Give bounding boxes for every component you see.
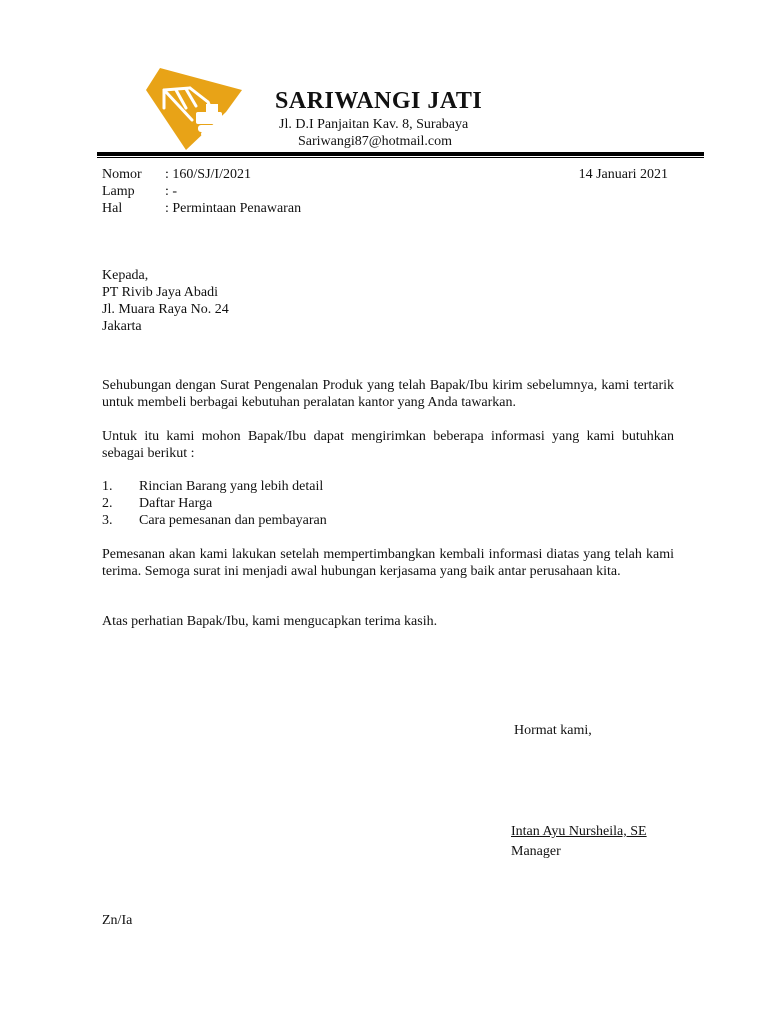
company-address: Jl. D.I Panjaitan Kav. 8, Surabaya [279, 117, 469, 132]
meta-row-hal [102, 200, 668, 217]
lamp-value: : - [165, 184, 178, 199]
list-item [102, 478, 602, 495]
company-email[interactable]: Sariwangi87@hotmail.com [298, 134, 453, 149]
body-paragraph-3: Pemesanan akan kami lakukan setelah mempertimbangkan kembali informasi diatas yang telah kami terima. Semoga surat ini menjadi awal hubungan kerjasama yang baik antar perusahaan kita. [102, 547, 674, 579]
typist-initials: Zn/Ia [102, 913, 133, 928]
letterhead-divider-thick [97, 152, 704, 156]
letter-meta [102, 166, 668, 217]
signer-title: Manager [511, 844, 561, 859]
signer-name: Intan Ayu Nursheila, SE [511, 824, 647, 839]
list-item [102, 495, 602, 512]
request-list [102, 478, 602, 529]
recipient-street: Jl. Muara Raya No. 24 [102, 302, 229, 317]
company-name: SARIWANGI JATI [275, 88, 483, 114]
hal-value: : Permintaan Penawaran [165, 201, 302, 216]
recipient-name: PT Rivib Jaya Abadi [102, 285, 219, 300]
list-item-text: Cara pemesanan dan pembayaran [139, 513, 327, 528]
list-item [102, 512, 602, 529]
recipient-greeting: Kepada, [102, 268, 149, 283]
nomor-label: Nomor [102, 167, 142, 182]
list-item-number: 1. [102, 479, 113, 494]
recipient-block [102, 267, 229, 335]
meta-row-nomor [102, 166, 668, 183]
list-item-number: 2. [102, 496, 113, 511]
list-item-number: 3. [102, 513, 113, 528]
hal-label: Hal [102, 201, 123, 216]
body-paragraph-4: Atas perhatian Bapak/Ibu, kami mengucapkan terima kasih. [102, 614, 438, 629]
list-item-text: Daftar Harga [139, 496, 213, 511]
closing-salutation: Hormat kami, [514, 723, 592, 738]
recipient-city: Jakarta [102, 319, 142, 334]
body-paragraph-2: Untuk itu kami mohon Bapak/Ibu dapat mengirimkan beberapa informasi yang kami butuhkan sebagai berikut : [102, 429, 674, 461]
lamp-label: Lamp [102, 184, 135, 199]
body-paragraph-1: Sehubungan dengan Surat Pengenalan Produk yang telah Bapak/Ibu kirim sebelumnya, kami tertarik untuk membeli berbagai kebutuhan peralatan kantor yang Anda tawarkan. [102, 378, 674, 410]
letterhead-divider-thin [97, 157, 704, 158]
nomor-value: : 160/SJ/I/2021 [165, 167, 251, 182]
meta-row-lamp [102, 183, 668, 200]
letter-date: 14 Januari 2021 [578, 167, 668, 182]
list-item-text: Rincian Barang yang lebih detail [139, 479, 324, 494]
crane-on-truck-logo [146, 68, 242, 150]
